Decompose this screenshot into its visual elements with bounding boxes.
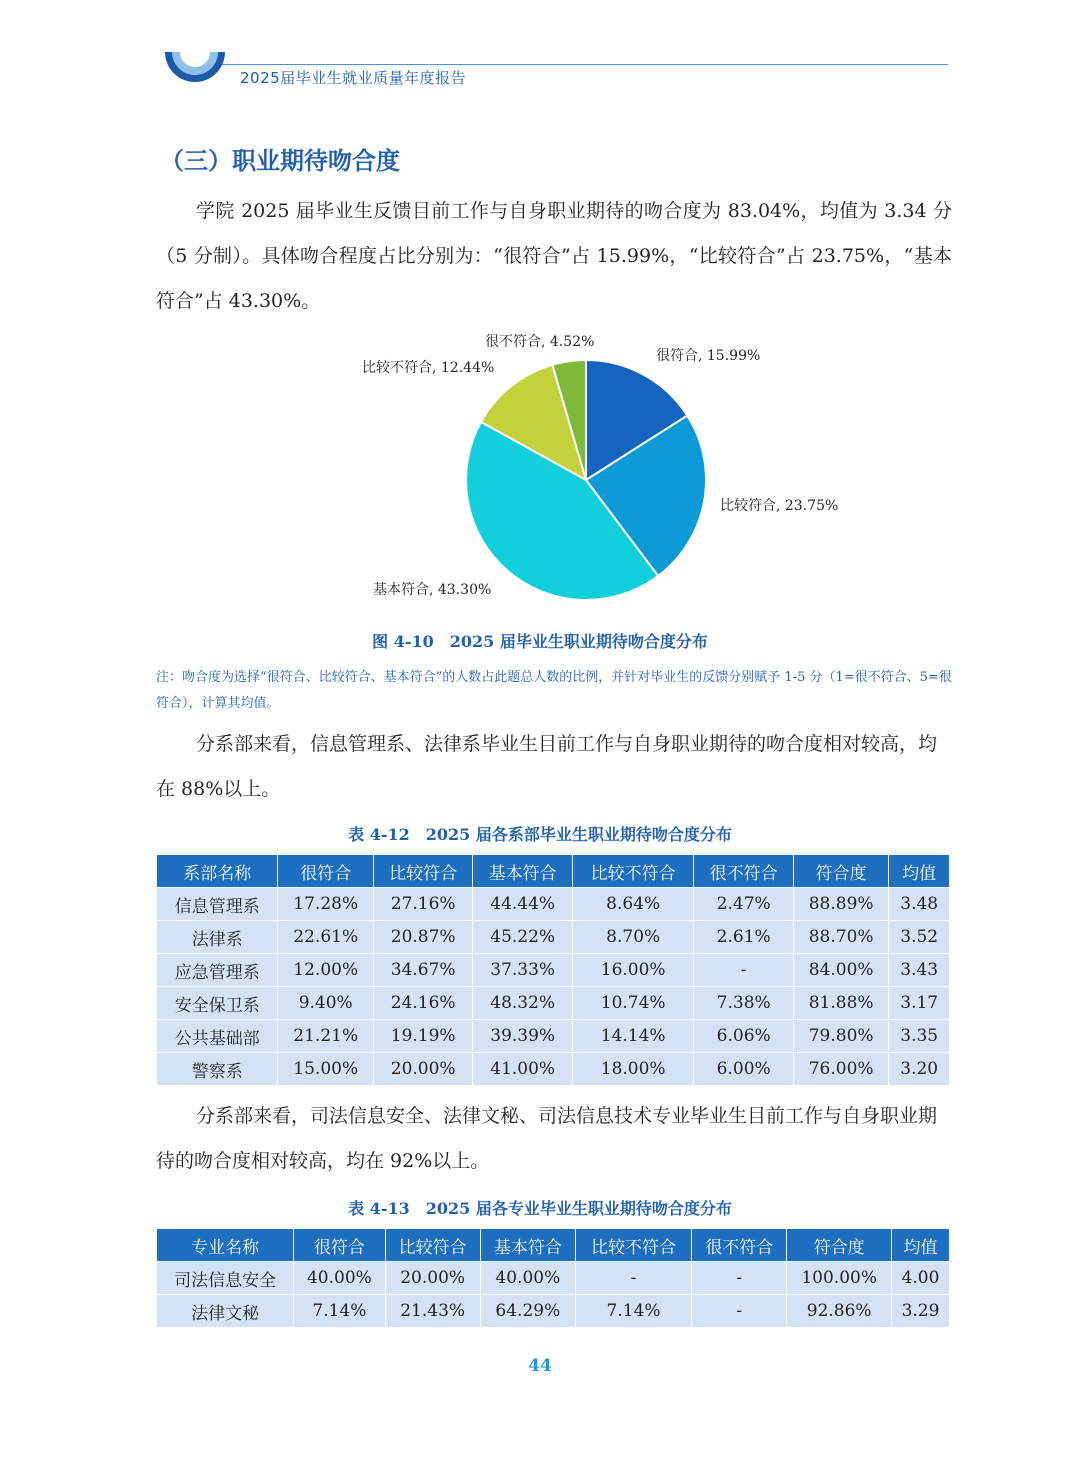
department-table-cell: 3.20	[889, 1053, 950, 1086]
major-table-cell: 法律文秘	[157, 1295, 294, 1328]
department-table-cell: 8.70%	[572, 921, 693, 954]
major-table-header-cell: 比较符合	[385, 1229, 480, 1262]
department-table-cell: 81.88%	[793, 987, 888, 1020]
department-table-cell: 3.35	[889, 1020, 950, 1053]
major-table-cell: 3.29	[892, 1295, 950, 1328]
figure-note: 注：吻合度为选择“很符合、比较符合、基本符合”的人数占此题总人数的比例，并针对毕业生的反馈分别赋予 1-5 分（1=很不符合、5=很符合），计算其均值。	[156, 670, 952, 711]
pie-label-hen-fuhe: 很符合, 15.99%	[656, 348, 761, 364]
major-table-cell: 100.00%	[787, 1262, 892, 1295]
department-table-header-cell: 基本符合	[473, 855, 573, 888]
department-table-cell: 法律系	[157, 921, 278, 954]
pie-chart	[340, 325, 900, 615]
department-table-cell: 34.67%	[373, 954, 473, 987]
major-table-cell: 40.00%	[294, 1262, 385, 1295]
department-table-cell: 9.40%	[278, 987, 373, 1020]
major-table-cell: 7.14%	[575, 1295, 691, 1328]
department-table-row	[157, 888, 950, 921]
major-table-cell: 20.00%	[385, 1262, 480, 1295]
department-table-cell: 2.61%	[694, 921, 794, 954]
header-rule	[222, 64, 948, 65]
department-table-cell: 24.16%	[373, 987, 473, 1020]
department-table-cell: 39.39%	[473, 1020, 573, 1053]
department-table-cell: -	[694, 954, 794, 987]
department-table-header-cell: 比较不符合	[572, 855, 693, 888]
major-table-header-cell: 专业名称	[157, 1229, 294, 1262]
report-logo-icon	[160, 52, 230, 98]
major-table-cell: 7.14%	[294, 1295, 385, 1328]
department-table-header-cell: 比较符合	[373, 855, 473, 888]
department-table-cell: 20.00%	[373, 1053, 473, 1086]
page-number: 44	[528, 1356, 552, 1376]
major-table-cell: -	[692, 1262, 787, 1295]
major-table-cell: 司法信息安全	[157, 1262, 294, 1295]
major-table-cell: 4.00	[892, 1262, 950, 1295]
department-table-cell: 21.21%	[278, 1020, 373, 1053]
department-table-row	[157, 1053, 950, 1086]
major-table-header-cell: 均值	[892, 1229, 950, 1262]
department-table-cell: 3.48	[889, 888, 950, 921]
department-table-cell: 84.00%	[793, 954, 888, 987]
table2-caption: 表 4-13 2025 届各专业毕业生职业期待吻合度分布	[348, 1199, 732, 1218]
department-table-cell: 48.32%	[473, 987, 573, 1020]
department-table-cell: 14.14%	[572, 1020, 693, 1053]
department-table-header-cell: 很符合	[278, 855, 373, 888]
department-table-cell: 44.44%	[473, 888, 573, 921]
department-table	[156, 854, 950, 1086]
department-table-cell: 88.89%	[793, 888, 888, 921]
major-table-header-cell: 基本符合	[480, 1229, 575, 1262]
department-table-cell: 安全保卫系	[157, 987, 278, 1020]
department-table-cell: 15.00%	[278, 1053, 373, 1086]
department-table-header-cell: 符合度	[793, 855, 888, 888]
department-table-cell: 88.70%	[793, 921, 888, 954]
header-title: 2025届毕业生就业质量年度报告	[240, 69, 467, 87]
department-table-cell: 41.00%	[473, 1053, 573, 1086]
major-table-cell: -	[575, 1262, 691, 1295]
department-table-header-cell: 系部名称	[157, 855, 278, 888]
department-table-cell: 20.87%	[373, 921, 473, 954]
department-table-cell: 27.16%	[373, 888, 473, 921]
major-table-header-cell: 比较不符合	[575, 1229, 691, 1262]
department-table-cell: 3.52	[889, 921, 950, 954]
department-table-header-cell: 很不符合	[694, 855, 794, 888]
department-table-row	[157, 921, 950, 954]
department-table-cell: 3.17	[889, 987, 950, 1020]
major-table-row	[157, 1262, 950, 1295]
major-table-cell: 40.00%	[480, 1262, 575, 1295]
department-table-cell: 18.00%	[572, 1053, 693, 1086]
section-title: （三）职业期待吻合度	[160, 147, 400, 175]
department-table-cell: 37.33%	[473, 954, 573, 987]
pie-label-bijiao-bu-fuhe: 比较不符合, 12.44%	[362, 360, 495, 376]
department-table-cell: 17.28%	[278, 888, 373, 921]
department-table-cell: 12.00%	[278, 954, 373, 987]
department-table-cell: 10.74%	[572, 987, 693, 1020]
department-table-header-cell: 均值	[889, 855, 950, 888]
department-table-cell: 3.43	[889, 954, 950, 987]
pie-label-hen-bu-fuhe: 很不符合, 4.52%	[485, 334, 595, 350]
major-table-cell: 64.29%	[480, 1295, 575, 1328]
major-table-cell: -	[692, 1295, 787, 1328]
major-table-cell: 92.86%	[787, 1295, 892, 1328]
department-table-cell: 公共基础部	[157, 1020, 278, 1053]
department-table-cell: 6.06%	[694, 1020, 794, 1053]
major-table	[156, 1228, 950, 1328]
paragraph-intro: 学院 2025 届毕业生反馈目前工作与自身职业期待的吻合度为 83.04%，均值为 3.34 分（5 分制）。具体吻合程度占比分别为：“很符合”占 15.99%，“比较符合”占 23.75%，“基本符合”占 43.30%。	[156, 200, 952, 312]
table1-caption: 表 4-12 2025 届各系部毕业生职业期待吻合度分布	[348, 825, 732, 844]
department-table-row	[157, 987, 950, 1020]
department-table-cell: 6.00%	[694, 1053, 794, 1086]
department-table-cell: 7.38%	[694, 987, 794, 1020]
major-table-cell: 21.43%	[385, 1295, 480, 1328]
department-table-cell: 8.64%	[572, 888, 693, 921]
department-table-cell: 76.00%	[793, 1053, 888, 1086]
department-table-cell: 16.00%	[572, 954, 693, 987]
major-table-header-cell: 符合度	[787, 1229, 892, 1262]
department-table-cell: 45.22%	[473, 921, 573, 954]
department-table-row	[157, 954, 950, 987]
department-table-cell: 2.47%	[694, 888, 794, 921]
major-table-header-cell: 很不符合	[692, 1229, 787, 1262]
department-table-cell: 22.61%	[278, 921, 373, 954]
major-table-header-cell: 很符合	[294, 1229, 385, 1262]
department-table-row	[157, 1020, 950, 1053]
pie-label-bijiao-fuhe: 比较符合, 23.75%	[720, 498, 839, 514]
department-table-cell: 79.80%	[793, 1020, 888, 1053]
paragraph-department: 分系部来看，信息管理系、法律系毕业生目前工作与自身职业期待的吻合度相对较高，均在 88%以上。	[156, 733, 938, 800]
paragraph-major: 分系部来看，司法信息安全、法律文秘、司法信息技术专业毕业生目前工作与自身职业期待的吻合度相对较高，均在 92%以上。	[156, 1105, 938, 1172]
major-table-row	[157, 1295, 950, 1328]
department-table-cell: 应急管理系	[157, 954, 278, 987]
pie-label-jiben-fuhe: 基本符合, 43.30%	[373, 582, 492, 598]
department-table-cell: 19.19%	[373, 1020, 473, 1053]
department-table-cell: 信息管理系	[157, 888, 278, 921]
department-table-cell: 警察系	[157, 1053, 278, 1086]
figure-caption: 图 4-10 2025 届毕业生职业期待吻合度分布	[372, 632, 708, 651]
